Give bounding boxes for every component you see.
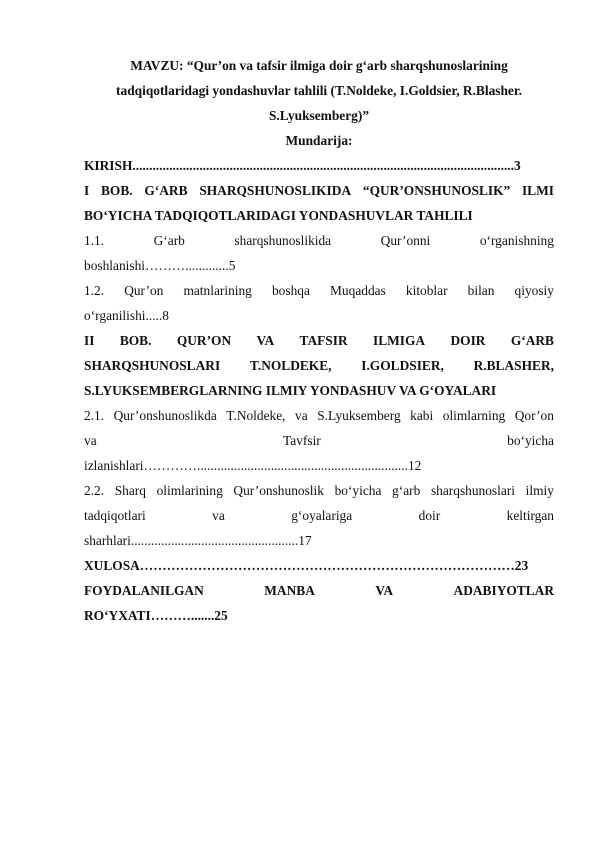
word: Tavfsir [283,433,321,448]
word: Qur’onshunoslikda [113,408,217,423]
word: sharqshunoslari [430,483,515,498]
word: Sharq [114,483,146,498]
word: SHARQSHUNOSLIKIDA [199,183,352,198]
word: G‘ARB [510,333,554,348]
word: g‘oyalariga [291,508,353,523]
toc-chapter2-line2 [84,353,554,378]
word: kitoblar [405,283,448,298]
word: bo‘yicha [507,433,554,448]
word: sharqshunoslikida [234,233,332,248]
word: G‘ARB [144,183,188,198]
word: Qur’onshunoslik [233,483,324,498]
document-title [84,53,554,153]
toc-section-1-1-line2: boshlanishi……….............5 [84,258,236,273]
word: I [84,183,90,198]
word: 2.1. [84,408,105,423]
toc-section-2-2-line2 [84,503,554,528]
word: T.Noldeke, [226,408,286,423]
toc-section-2-1-line3: izlanishlari…………...............................................................12 [84,458,422,473]
word: qiyosiy [514,283,554,298]
toc-references-line2: RO‘YXATI……….......25 [84,608,228,623]
word: boshqa [271,283,310,298]
word: II [84,333,95,348]
title-line: S.Lyuksemberg)” [268,108,370,123]
word: tadqiqotlari [84,508,146,523]
word: keltirgan [506,508,554,523]
toc-intro: KIRISH..................................................................................................................3 [84,158,521,173]
word: olimlarining [156,483,223,498]
toc-chapter2-line3: S.LYUKSEMBERGLARNING ILMIY YONDASHUV VA G‘OYALARI [84,383,497,398]
word: va [212,508,225,523]
toc-section-2-2-line3: sharhlari..................................................17 [84,533,312,548]
word: BOB. [100,183,133,198]
word: G‘arb [153,233,185,248]
word: QUR’ON [176,333,232,348]
toc-chapter1-line2: BO‘YICHA TADQIQOTLARIDAGI YONDASHUVLAR TAHLILI [84,208,473,223]
word: doir [418,508,441,523]
title-line: tadqiqotlaridagi yondashuvlar tahlili (T.Noldeke, I.Goldsier, R.Blasher. [116,83,522,98]
toc-conclusion: XULOSA…………………………………………………………………………23 [84,558,529,573]
word: va [84,433,97,448]
word: kabi [410,408,434,423]
word: VA [375,583,394,598]
word: 2.2. [84,483,105,498]
toc-section-1-1-line1 [84,228,554,253]
toc-chapter1-line1 [84,178,554,203]
word: 1.2. [84,283,105,298]
word: 1.1. [84,233,105,248]
word: “QUR’ONSHUNOSLIK” [362,183,511,198]
toc-section-2-1-line1 [84,403,554,428]
toc-section-2-1-line2 [84,428,554,453]
toc-references-line1 [84,578,554,603]
toc-section-2-2-line1 [84,478,554,503]
word: BOB. [119,333,152,348]
word: matnlarining [183,283,252,298]
title-line: MAVZU: “Qur’on va tafsir ilmiga doir g‘arb sharqshunoslarining [130,58,508,73]
word: SHARQSHUNOSLARI [84,358,221,373]
word: ADABIYOTLAR [453,583,554,598]
word: o‘rganishning [479,233,554,248]
word: ILMIGA [373,333,426,348]
word: Qur’onni [380,233,431,248]
word: g‘arb [392,483,421,498]
word: bilan [467,283,495,298]
contents-heading: Mundarija: [285,133,353,148]
word: Qor’on [514,408,554,423]
word: ILMI [521,183,554,198]
toc-section-1-2-line2: o‘rganilishi.....8 [84,308,169,323]
word: R.BLASHER, [473,358,554,373]
word: bo‘yicha [334,483,382,498]
word: va [295,408,308,423]
word: I.GOLDSIER, [361,358,444,373]
toc-chapter2-line1 [84,328,554,353]
word: olimlarning [442,408,506,423]
word: VA [256,333,275,348]
word: Qur’on [124,283,164,298]
word: TAFSIR [299,333,348,348]
word: T.NOLDEKE, [249,358,332,373]
word: Muqaddas [330,283,386,298]
word: MANBA [264,583,315,598]
word: DOIR [450,333,486,348]
toc-section-1-2-line1 [84,278,554,303]
word: ilmiy [525,483,554,498]
word: S.Lyuksemberg [317,408,401,423]
word: FOYDALANILGAN [84,583,204,598]
